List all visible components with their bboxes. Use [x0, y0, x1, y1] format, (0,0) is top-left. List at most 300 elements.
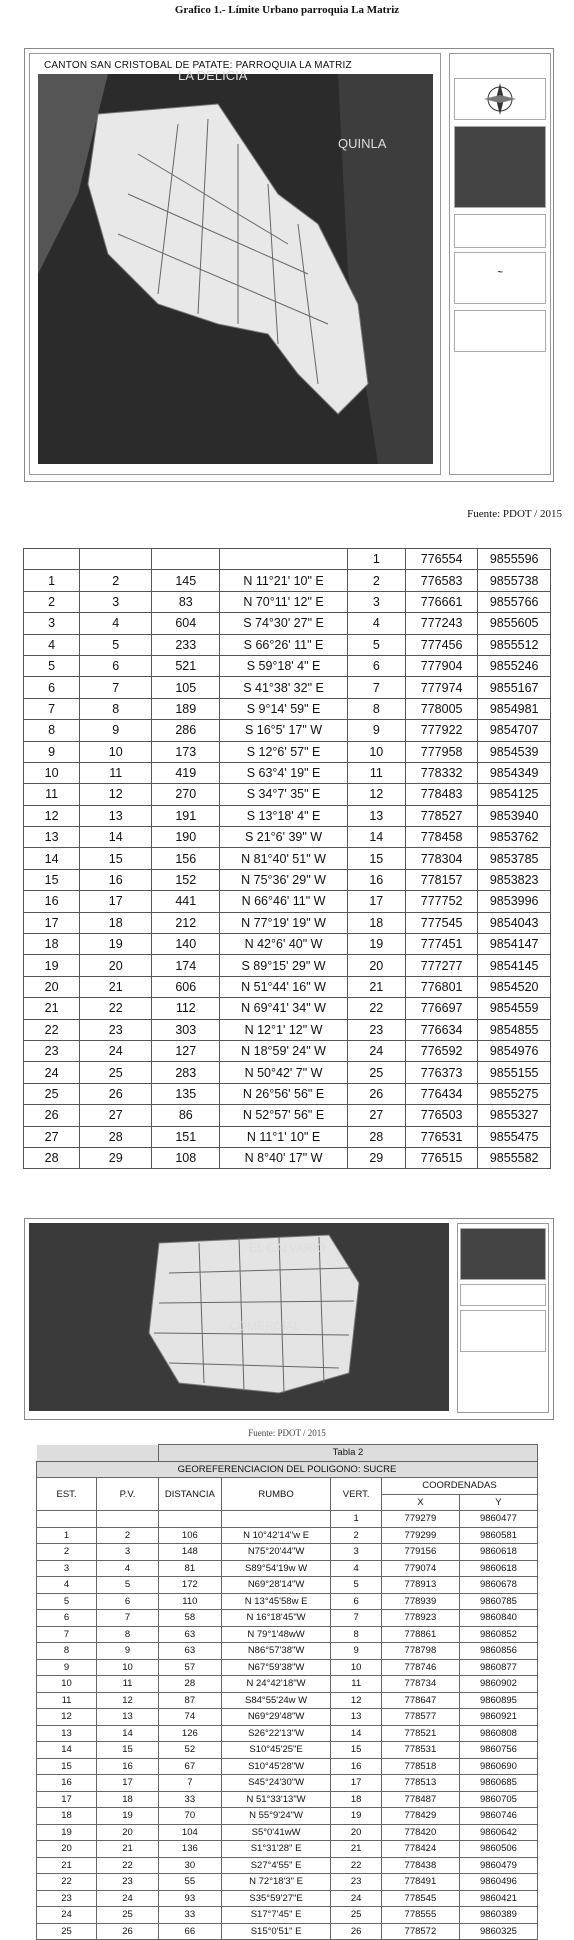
- table-cell: 778483: [405, 784, 477, 805]
- table-row: [37, 1544, 538, 1561]
- table-row: [37, 1808, 538, 1825]
- col-header: P.V.: [97, 1478, 159, 1511]
- table-cell: 1: [347, 549, 405, 570]
- table-cell: 9855155: [478, 1062, 551, 1083]
- table-cell: 778939: [381, 1593, 459, 1610]
- table-cell: 9860856: [459, 1643, 537, 1660]
- table-cell: S10°45'25"E: [221, 1742, 331, 1759]
- table-cell: 13: [97, 1709, 159, 1726]
- table-cell: 7: [331, 1610, 381, 1627]
- table-cell: 14: [97, 1725, 159, 1742]
- table-cell: 11: [24, 784, 80, 805]
- table-cell: 151: [152, 1126, 220, 1147]
- table-cell: 16: [97, 1758, 159, 1775]
- table-cell: S17°7'45" E: [221, 1907, 331, 1924]
- table-cell: 26: [97, 1923, 159, 1940]
- table-cell: 14: [24, 848, 80, 869]
- table-cell: 9855766: [478, 591, 551, 612]
- table-cell: 778438: [381, 1857, 459, 1874]
- table-cell: 2: [331, 1527, 381, 1544]
- table-cell: 778429: [381, 1808, 459, 1825]
- sucre-map: [24, 1218, 554, 1420]
- table-cell: 9854147: [478, 934, 551, 955]
- table-cell: 15: [347, 848, 405, 869]
- table-cell: S 89°15' 29" W: [220, 955, 347, 976]
- table-cell: 55: [158, 1874, 221, 1891]
- table-cell: S26°22'13"W: [221, 1725, 331, 1742]
- table-cell: 2: [24, 591, 80, 612]
- table-cell: 779299: [381, 1527, 459, 1544]
- table-cell: 19: [80, 934, 152, 955]
- table-cell: 9860618: [459, 1560, 537, 1577]
- table-cell: 776661: [405, 591, 477, 612]
- table-cell: 21: [97, 1841, 159, 1858]
- table-cell: 9860840: [459, 1610, 537, 1627]
- table-cell: 86: [152, 1105, 220, 1126]
- table-cell: 776801: [405, 976, 477, 997]
- table-cell: 29: [347, 1147, 405, 1168]
- table-row: [37, 1874, 538, 1891]
- table-cell: 9860808: [459, 1725, 537, 1742]
- table-cell: 20: [80, 955, 152, 976]
- table-cell: 14: [347, 827, 405, 848]
- table-cell: 18: [331, 1791, 381, 1808]
- table-cell: 173: [152, 741, 220, 762]
- municipal-logo: ~: [497, 267, 503, 277]
- table-cell: 778913: [381, 1577, 459, 1594]
- table-cell: 778487: [381, 1791, 459, 1808]
- table-cell: 778647: [381, 1692, 459, 1709]
- table-cell: 30: [158, 1857, 221, 1874]
- table-cell: 9: [24, 741, 80, 762]
- table-cell: 777922: [405, 720, 477, 741]
- georef-table-sucre: [36, 1444, 538, 1940]
- table-cell: S 9°14' 59" E: [220, 698, 347, 719]
- col-header: RUMBO: [221, 1478, 331, 1511]
- table-cell: 10: [331, 1659, 381, 1676]
- table-cell: 9860902: [459, 1676, 537, 1693]
- table-cell: 778332: [405, 762, 477, 783]
- table-cell: 776531: [405, 1126, 477, 1147]
- table-row: [24, 655, 551, 676]
- table-row: [24, 720, 551, 741]
- table-cell: 12: [347, 784, 405, 805]
- table-cell: 7: [347, 677, 405, 698]
- table-cell: 11: [37, 1692, 97, 1709]
- table-cell: 21: [347, 976, 405, 997]
- table-cell: 9860477: [459, 1511, 537, 1528]
- table-cell: 9853762: [478, 827, 551, 848]
- table-cell: 2: [37, 1544, 97, 1561]
- table-cell: 20: [97, 1824, 159, 1841]
- table-cell: 26: [80, 1083, 152, 1104]
- table-cell: 777974: [405, 677, 477, 698]
- table-cell: 7: [80, 677, 152, 698]
- table-cell: 22: [80, 998, 152, 1019]
- table-row: [24, 784, 551, 805]
- table-cell: 5: [347, 634, 405, 655]
- table-cell: 24: [347, 1040, 405, 1061]
- table-cell: 7: [97, 1610, 159, 1627]
- table-cell: 23: [331, 1874, 381, 1891]
- source-note-1: Fuente: PDOT / 2015: [467, 508, 562, 520]
- table-cell: 4: [24, 634, 80, 655]
- table-cell: 3: [37, 1560, 97, 1577]
- table-cell: 9855275: [478, 1083, 551, 1104]
- table-cell: 9860852: [459, 1626, 537, 1643]
- table-cell: 63: [158, 1643, 221, 1660]
- col-header: X: [381, 1494, 459, 1511]
- table-cell: N 26°56' 56" E: [220, 1083, 347, 1104]
- table-cell: 19: [347, 934, 405, 955]
- table-cell: 17: [97, 1775, 159, 1792]
- table-cell: 83: [152, 591, 220, 612]
- map-label-east: QUINLA: [338, 136, 387, 151]
- table-cell: 29: [80, 1147, 152, 1168]
- table-cell: 87: [158, 1692, 221, 1709]
- table-cell: 7: [158, 1775, 221, 1792]
- table-cell: N 77°19' 19" W: [220, 912, 347, 933]
- table-cell: 9860877: [459, 1659, 537, 1676]
- table-row: [37, 1610, 538, 1627]
- table-cell: 27: [80, 1105, 152, 1126]
- table-cell: 776373: [405, 1062, 477, 1083]
- table-cell: S27°4'55" E: [221, 1857, 331, 1874]
- table-cell: N 18°59' 24" W: [220, 1040, 347, 1061]
- table-cell: 22: [24, 1019, 80, 1040]
- table-cell: 9855512: [478, 634, 551, 655]
- table-cell: 286: [152, 720, 220, 741]
- table-cell: 9860678: [459, 1577, 537, 1594]
- table-cell: 145: [152, 570, 220, 591]
- table-cell: 19: [331, 1808, 381, 1825]
- table-cell: 778923: [381, 1610, 459, 1627]
- table-cell: 6: [97, 1593, 159, 1610]
- table-cell: S1°31'28" E: [221, 1841, 331, 1858]
- table-cell: 9860756: [459, 1742, 537, 1759]
- table-cell: 9854559: [478, 998, 551, 1019]
- table-cell: 105: [152, 677, 220, 698]
- table-cell: 776634: [405, 1019, 477, 1040]
- table-cell: 1: [331, 1511, 381, 1528]
- table-cell: 24: [331, 1890, 381, 1907]
- table-cell: 20: [331, 1824, 381, 1841]
- table-cell: 6: [331, 1593, 381, 1610]
- table-row: [37, 1593, 538, 1610]
- table-cell: 778513: [381, 1775, 459, 1792]
- table-cell: 33: [158, 1907, 221, 1924]
- table-cell: 776515: [405, 1147, 477, 1168]
- table-cell: 7: [24, 698, 80, 719]
- location-minimap: [460, 1228, 546, 1280]
- table-cell: 4: [331, 1560, 381, 1577]
- table-cell: 9854125: [478, 784, 551, 805]
- table-row: [24, 1040, 551, 1061]
- table-cell: 23: [347, 1019, 405, 1040]
- table-row: [37, 1841, 538, 1858]
- table-cell: S 16°5' 17" W: [220, 720, 347, 741]
- table-cell: 66: [158, 1923, 221, 1940]
- table-cell: 778458: [405, 827, 477, 848]
- table-cell: N 51°33'13"W: [221, 1791, 331, 1808]
- table-cell: N 42°6' 40" W: [220, 934, 347, 955]
- table-cell: 174: [152, 955, 220, 976]
- table-cell: 28: [158, 1676, 221, 1693]
- table-row: [24, 827, 551, 848]
- georef-table-matriz: [23, 548, 551, 1169]
- table-row: [24, 805, 551, 826]
- table-row: [37, 1577, 538, 1594]
- table-cell: N 81°40' 51" W: [220, 848, 347, 869]
- table-cell: 136: [158, 1841, 221, 1858]
- table-row: [24, 1105, 551, 1126]
- table-cell: 9860325: [459, 1923, 537, 1940]
- table-cell: 19: [24, 955, 80, 976]
- table-cell: N69°29'48"W: [221, 1709, 331, 1726]
- table-cell: S 63°4' 19" E: [220, 762, 347, 783]
- table-cell: 776592: [405, 1040, 477, 1061]
- table-cell: N 72°18'3" E: [221, 1874, 331, 1891]
- table-cell: 3: [80, 591, 152, 612]
- north-arrow-icon: [454, 78, 546, 120]
- table-row: [24, 1083, 551, 1104]
- table-cell: 270: [152, 784, 220, 805]
- table-cell: 20: [24, 976, 80, 997]
- table-cell: 778577: [381, 1709, 459, 1726]
- table-row: [37, 1857, 538, 1874]
- table-cell: 13: [37, 1725, 97, 1742]
- table-row: [24, 998, 551, 1019]
- table-cell: 778531: [381, 1742, 459, 1759]
- table-cell: S 12°6' 57" E: [220, 741, 347, 762]
- table-cell: 3: [97, 1544, 159, 1561]
- source-note-2: Fuente: PDOT / 2015: [248, 1428, 326, 1438]
- table-cell: 4: [80, 613, 152, 634]
- table-cell: 521: [152, 655, 220, 676]
- table-row: [24, 741, 551, 762]
- table-cell: 778424: [381, 1841, 459, 1858]
- table-cell: 22: [97, 1857, 159, 1874]
- table-cell: 11: [347, 762, 405, 783]
- table-cell: 9853996: [478, 891, 551, 912]
- table-cell: 23: [80, 1019, 152, 1040]
- aerial-terrain: [29, 1223, 449, 1411]
- table-cell: 13: [80, 805, 152, 826]
- table-cell: 81: [158, 1560, 221, 1577]
- table-cell: 9860685: [459, 1775, 537, 1792]
- table-cell: 5: [331, 1577, 381, 1594]
- table-cell: S 21°6' 39" W: [220, 827, 347, 848]
- table-cell: 21: [331, 1841, 381, 1858]
- table-cell: 419: [152, 762, 220, 783]
- table-cell: 63: [158, 1626, 221, 1643]
- table-cell: 9854520: [478, 976, 551, 997]
- table-cell: 14: [37, 1742, 97, 1759]
- map-label-north: LA DELICIA: [178, 68, 248, 83]
- table-row: [37, 1824, 538, 1841]
- table-cell: 777752: [405, 891, 477, 912]
- table-cell: 25: [347, 1062, 405, 1083]
- table-cell: 21: [37, 1857, 97, 1874]
- table-cell: 9860581: [459, 1527, 537, 1544]
- table-cell: 12: [37, 1709, 97, 1726]
- table-cell: N 75°36' 29" W: [220, 869, 347, 890]
- table-row: [24, 955, 551, 976]
- table-cell: 1: [37, 1527, 97, 1544]
- location-minimap: [454, 126, 546, 208]
- table-cell: 604: [152, 613, 220, 634]
- table-cell: 25: [331, 1907, 381, 1924]
- table-row: [37, 1907, 538, 1924]
- table-cell: 9854976: [478, 1040, 551, 1061]
- table-cell: S 34°7' 35" E: [220, 784, 347, 805]
- table-row: [24, 634, 551, 655]
- table-cell: 8: [347, 698, 405, 719]
- table-cell: 776697: [405, 998, 477, 1019]
- table-cell: 148: [158, 1544, 221, 1561]
- table-cell: 4: [347, 613, 405, 634]
- table-cell: S45°24'30"W: [221, 1775, 331, 1792]
- table-cell: 5: [37, 1593, 97, 1610]
- table-cell: 33: [158, 1791, 221, 1808]
- table-cell: 21: [24, 998, 80, 1019]
- table-cell: 9853823: [478, 869, 551, 890]
- table-row: [24, 1019, 551, 1040]
- table-cell: 24: [80, 1040, 152, 1061]
- table-cell: 156: [152, 848, 220, 869]
- table-cell: 776503: [405, 1105, 477, 1126]
- table-cell: 127: [152, 1040, 220, 1061]
- table-row: [37, 1676, 538, 1693]
- table-row: [24, 613, 551, 634]
- table-cell: N86°57'38"W: [221, 1643, 331, 1660]
- table-cell: 70: [158, 1808, 221, 1825]
- table-cell: 15: [80, 848, 152, 869]
- table-cell: 8: [97, 1626, 159, 1643]
- table-cell: 25: [24, 1083, 80, 1104]
- table-cell: 16: [347, 869, 405, 890]
- table-row: [24, 869, 551, 890]
- table-cell: 110: [158, 1593, 221, 1610]
- table-row: [37, 1659, 538, 1676]
- table-cell: N 12°1' 12" W: [220, 1019, 347, 1040]
- table-cell: 3: [24, 613, 80, 634]
- table-cell: 9854145: [478, 955, 551, 976]
- table-row: [37, 1791, 538, 1808]
- table-cell: 9855327: [478, 1105, 551, 1126]
- table-cell: 9860496: [459, 1874, 537, 1891]
- table-row: [24, 591, 551, 612]
- table-row: [24, 1147, 551, 1168]
- table-cell: 23: [24, 1040, 80, 1061]
- table-cell: N 70°11' 12" E: [220, 591, 347, 612]
- table-cell: N 52°57' 56" E: [220, 1105, 347, 1126]
- table-row: [37, 1709, 538, 1726]
- table-cell: 777904: [405, 655, 477, 676]
- table-cell: 19: [37, 1824, 97, 1841]
- map-legend-panel: [449, 53, 551, 475]
- table-cell: 776434: [405, 1083, 477, 1104]
- table-cell: 15: [24, 869, 80, 890]
- table-cell: 9855246: [478, 655, 551, 676]
- table-cell: 20: [37, 1841, 97, 1858]
- table-cell: 1: [24, 570, 80, 591]
- table-cell: 9860421: [459, 1890, 537, 1907]
- table-row: [37, 1758, 538, 1775]
- table-cell: 24: [24, 1062, 80, 1083]
- table-cell: 28: [80, 1126, 152, 1147]
- table-cell: N 66°46' 11" W: [220, 891, 347, 912]
- table-cell: 9: [331, 1643, 381, 1660]
- map-heading: CANTON SAN CRISTOBAL DE PATATE: PARROQUIA LA MATRIZ: [44, 60, 352, 71]
- table-row: [24, 934, 551, 955]
- table-cell: S 59°18' 4" E: [220, 655, 347, 676]
- title-block: [460, 1284, 546, 1306]
- table-cell: 18: [37, 1808, 97, 1825]
- table-cell: 108: [152, 1147, 220, 1168]
- table-cell: 9860895: [459, 1692, 537, 1709]
- table-cell: 172: [158, 1577, 221, 1594]
- table-row: [37, 1560, 538, 1577]
- table-row: [24, 891, 551, 912]
- table-cell: 16: [37, 1775, 97, 1792]
- table-cell: N 13°45'58w E: [221, 1593, 331, 1610]
- table-cell: 779074: [381, 1560, 459, 1577]
- table-cell: 9854981: [478, 698, 551, 719]
- table-cell: 152: [152, 869, 220, 890]
- table-row: [24, 1062, 551, 1083]
- table-cell: N 50°42' 7" W: [220, 1062, 347, 1083]
- table-cell: 3: [331, 1544, 381, 1561]
- table-cell: 776554: [405, 549, 477, 570]
- table-cell: 18: [24, 934, 80, 955]
- table-cell: S 41°38' 32" E: [220, 677, 347, 698]
- table-cell: 12: [80, 784, 152, 805]
- table-cell: 26: [347, 1083, 405, 1104]
- table-cell: 18: [97, 1791, 159, 1808]
- table-cell: S5°0'41wW: [221, 1824, 331, 1841]
- table-cell: N 51°44' 16" W: [220, 976, 347, 997]
- table-cell: 135: [152, 1083, 220, 1104]
- table-cell: 25: [97, 1907, 159, 1924]
- table-cell: 14: [331, 1725, 381, 1742]
- table-cell: 4: [37, 1577, 97, 1594]
- aerial-photo: [29, 1223, 449, 1411]
- map-label: COMERCIAL: [229, 1319, 301, 1333]
- table-subtitle: GEOREFERENCIACION DEL POLIGONO: SUCRE: [37, 1461, 538, 1478]
- table-cell: 778005: [405, 698, 477, 719]
- aerial-photo: [38, 68, 433, 464]
- table-cell: 9860785: [459, 1593, 537, 1610]
- table-cell: 9: [97, 1643, 159, 1660]
- table-cell: 12: [97, 1692, 159, 1709]
- table-cell: 606: [152, 976, 220, 997]
- table-cell: 16: [80, 869, 152, 890]
- table-cell: 778521: [381, 1725, 459, 1742]
- table-cell: 17: [24, 912, 80, 933]
- table-cell: 9853785: [478, 848, 551, 869]
- table-cell: 9860389: [459, 1907, 537, 1924]
- table-cell: 57: [158, 1659, 221, 1676]
- table-cell: 20: [347, 955, 405, 976]
- table-row: [24, 976, 551, 997]
- table-cell: 67: [158, 1758, 221, 1775]
- table-cell: 303: [152, 1019, 220, 1040]
- table-cell: 25: [37, 1923, 97, 1940]
- table-cell: 23: [97, 1874, 159, 1891]
- table-row: [37, 1643, 538, 1660]
- table-row: [24, 677, 551, 698]
